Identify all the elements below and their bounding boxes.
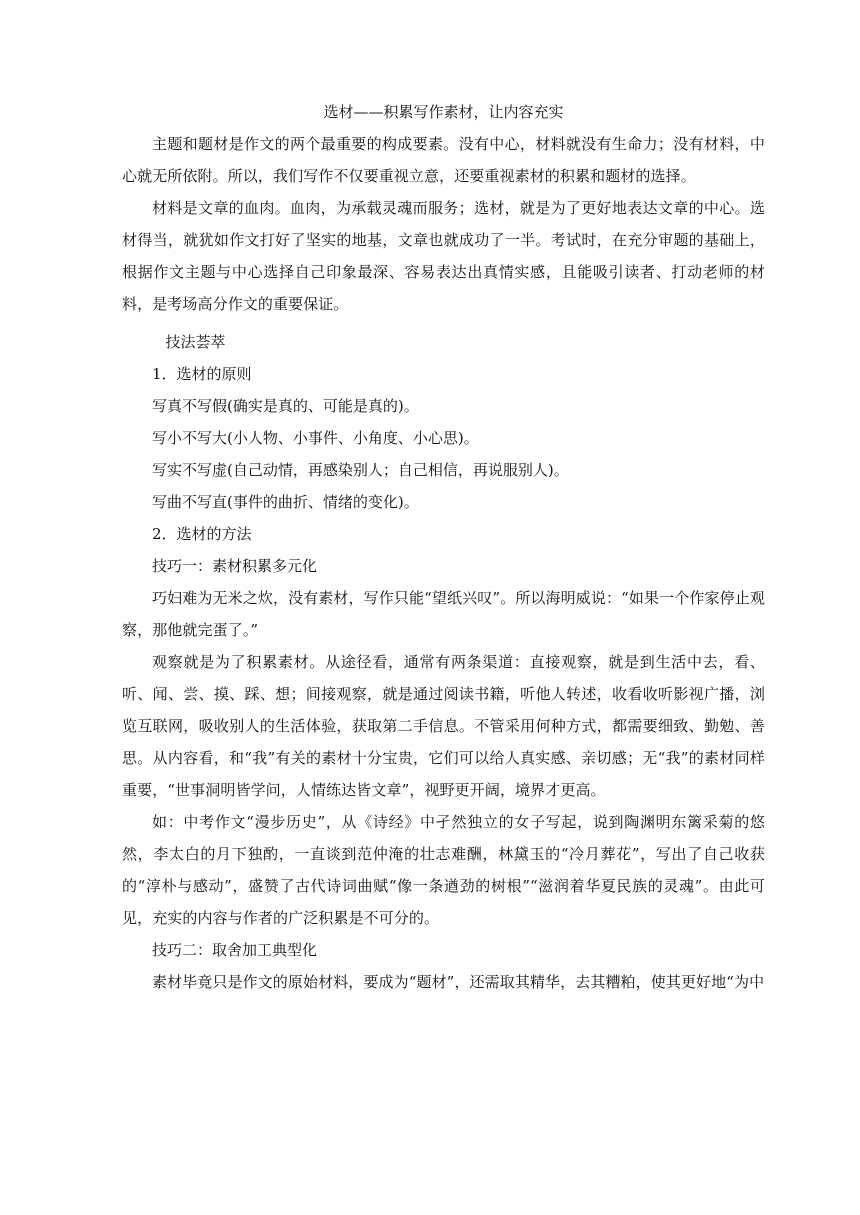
document-body [122, 96, 765, 998]
tip1-paragraph-2: 观察就是为了积累素材。从途径看，通常有两条渠道：直接观察，就是到生活中去，看、听、闻、尝、摸、踩、想；间接观察，就是通过阅读书籍，听他人转述，收看收听影视广播，浏览互联网，吸收别人的生活体验，获取第二手信息。不管采用何种方式，都需要细致、勤勉、善思。从内容看，和“我”有关的素材十分宝贵，它们可以给人真实感、亲切感；无“我”的素材同样重要，“世事洞明皆学问，人情练达皆文章”，视野更开阔，境界才更高。 [122, 653, 765, 799]
methods-heading: 2．选材的方法 [152, 525, 252, 543]
tip1-paragraph-1: 巧妇难为无米之炊，没有素材，写作只能“望纸兴叹”。所以海明威说：“如果一个作家停止观察，那他就完蛋了。” [122, 589, 765, 639]
section-heading: 技法荟萃 [165, 333, 226, 351]
tip2-title: 技巧二：取舍加工典型化 [152, 941, 318, 959]
principle-item-1: 写真不写假(确实是真的、可能是真的)。 [152, 397, 419, 415]
principle-item-3: 写实不写虚(自己动情，再感染别人；自己相信，再说服别人)。 [152, 461, 569, 479]
document-title: 选材——积累写作素材，让内容充实 [323, 103, 564, 121]
intro-paragraph-2: 材料是文章的血肉。血肉，为承载灵魂而服务；选材，就是为了更好地表达文章的中心。选材得当，就犹如作文打好了坚实的地基，文章也就成功了一半。考试时，在充分审题的基础上，根据作文主题与中心选择自己印象最深、容易表达出真情实感，且能吸引读者、打动老师的材料，是考场高分作文的重要保证。 [122, 199, 765, 313]
principle-item-4: 写曲不写直(事件的曲折、情绪的变化)。 [152, 493, 419, 511]
intro-paragraph-1: 主题和题材是作文的两个最重要的构成要素。没有中心，材料就没有生命力；没有材料，中心就无所依附。所以，我们写作不仅要重视立意，还要重视素材的积累和题材的选择。 [122, 135, 765, 185]
principle-item-2: 写小不写大(小人物、小事件、小角度、小心思)。 [152, 429, 479, 447]
tip1-paragraph-3: 如：中考作文“漫步历史”，从《诗经》中孑然独立的女子写起，说到陶渊明东篱采菊的悠然，李太白的月下独酌，一直谈到范仲淹的壮志难酬，林黛玉的“冷月葬花”，写出了自己收获的“淳朴与感动”，盛赞了古代诗词曲赋“像一条遒劲的树根”“滋润着华夏民族的灵魂”。由此可见，充实的内容与作者的广泛积累是不可分的。 [122, 813, 765, 927]
tip2-paragraph-1: 素材毕竟只是作文的原始材料，要成为“题材”，还需取其精华，去其糟粕，使其更好地“为中 [152, 973, 765, 991]
principles-heading: 1．选材的原则 [152, 365, 252, 383]
tip1-title: 技巧一：素材积累多元化 [152, 557, 318, 575]
